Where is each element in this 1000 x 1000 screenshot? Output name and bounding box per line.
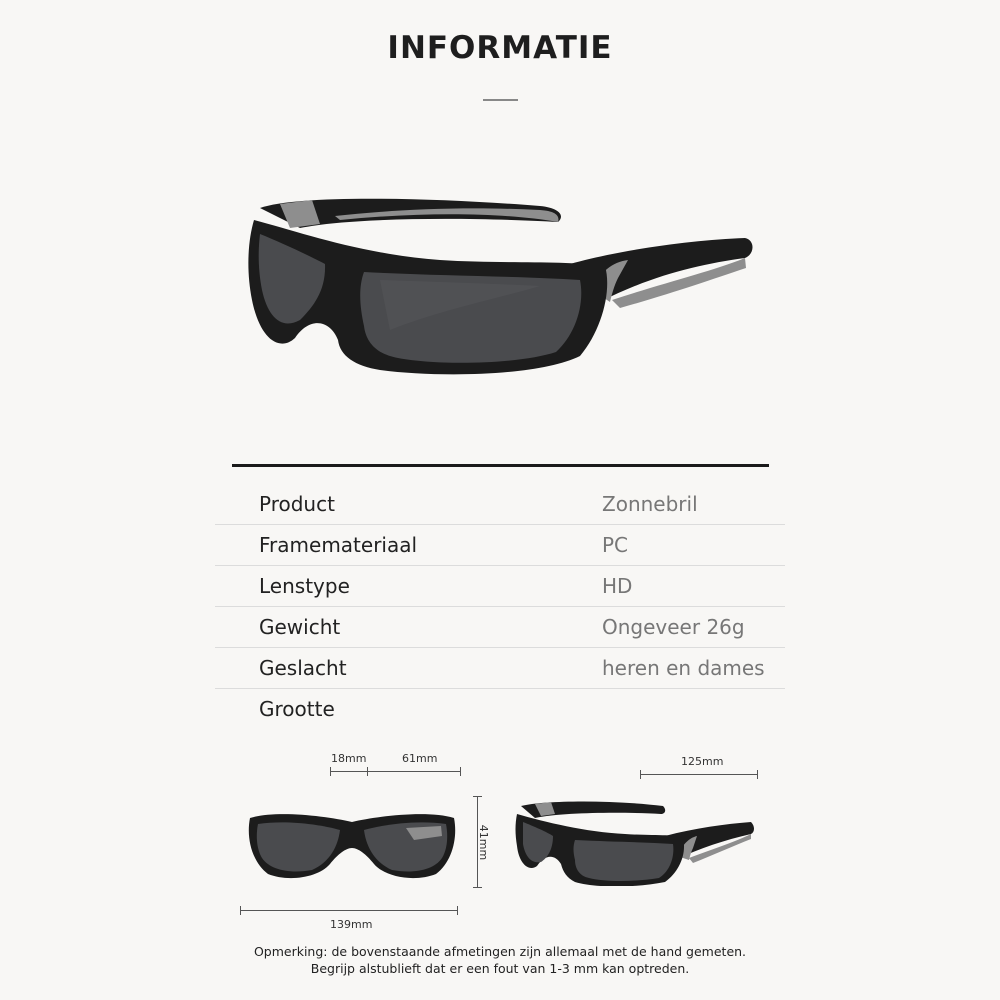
spec-row-size — [215, 689, 785, 729]
spec-row-lens-type — [215, 566, 785, 607]
sunglasses-hero-image — [240, 180, 770, 390]
spec-label: Framemateriaal — [259, 533, 418, 557]
bridge-dimension-label: 18mm — [331, 752, 367, 765]
dimension-tick — [640, 770, 641, 779]
spec-value: PC — [602, 533, 629, 557]
width-dimension-line — [240, 910, 458, 911]
section-divider — [232, 464, 769, 467]
spec-row-weight — [215, 607, 785, 648]
temple-dimension-line — [640, 774, 758, 775]
dimension-tick — [240, 906, 241, 915]
spec-label: Grootte — [259, 697, 335, 721]
page-title: INFORMATIE — [387, 30, 613, 66]
dimension-tick — [367, 767, 368, 776]
dimension-tick — [473, 887, 482, 888]
spec-value: Ongeveer 26g — [602, 615, 745, 639]
lens-width-dimension-label: 61mm — [402, 752, 438, 765]
dimension-tick — [460, 767, 461, 776]
note-line-1: Opmerking: de bovenstaande afmetingen zijn allemaal met de hand gemeten. — [253, 944, 747, 959]
frame-width-dimension-label: 139mm — [330, 918, 373, 931]
dimension-tick — [473, 796, 482, 797]
spec-row-frame-material — [215, 525, 785, 566]
spec-value: Zonnebril — [602, 492, 698, 516]
measurement-note — [0, 943, 1000, 977]
spec-label: Product — [259, 492, 335, 516]
note-line-2: Begrijp alstublieft dat er een fout van 1-3 mm kan optreden. — [310, 961, 690, 976]
temple-length-dimension-label: 125mm — [681, 755, 724, 768]
spec-table — [215, 484, 785, 729]
spec-label: Geslacht — [259, 656, 347, 680]
lens-height-dimension-label: 41mm — [477, 824, 491, 861]
dimension-tick — [457, 906, 458, 915]
top-dimension-line — [330, 771, 460, 772]
spec-label: Gewicht — [259, 615, 341, 639]
title-divider — [483, 99, 518, 101]
sunglasses-side-view-image — [515, 796, 755, 886]
dimension-tick — [330, 767, 331, 776]
sunglasses-front-view-image — [246, 808, 458, 884]
spec-row-product — [215, 484, 785, 525]
dimension-tick — [757, 770, 758, 779]
spec-label: Lenstype — [259, 574, 350, 598]
spec-value: heren en dames — [602, 656, 765, 680]
spec-row-gender — [215, 648, 785, 689]
spec-value: HD — [602, 574, 633, 598]
